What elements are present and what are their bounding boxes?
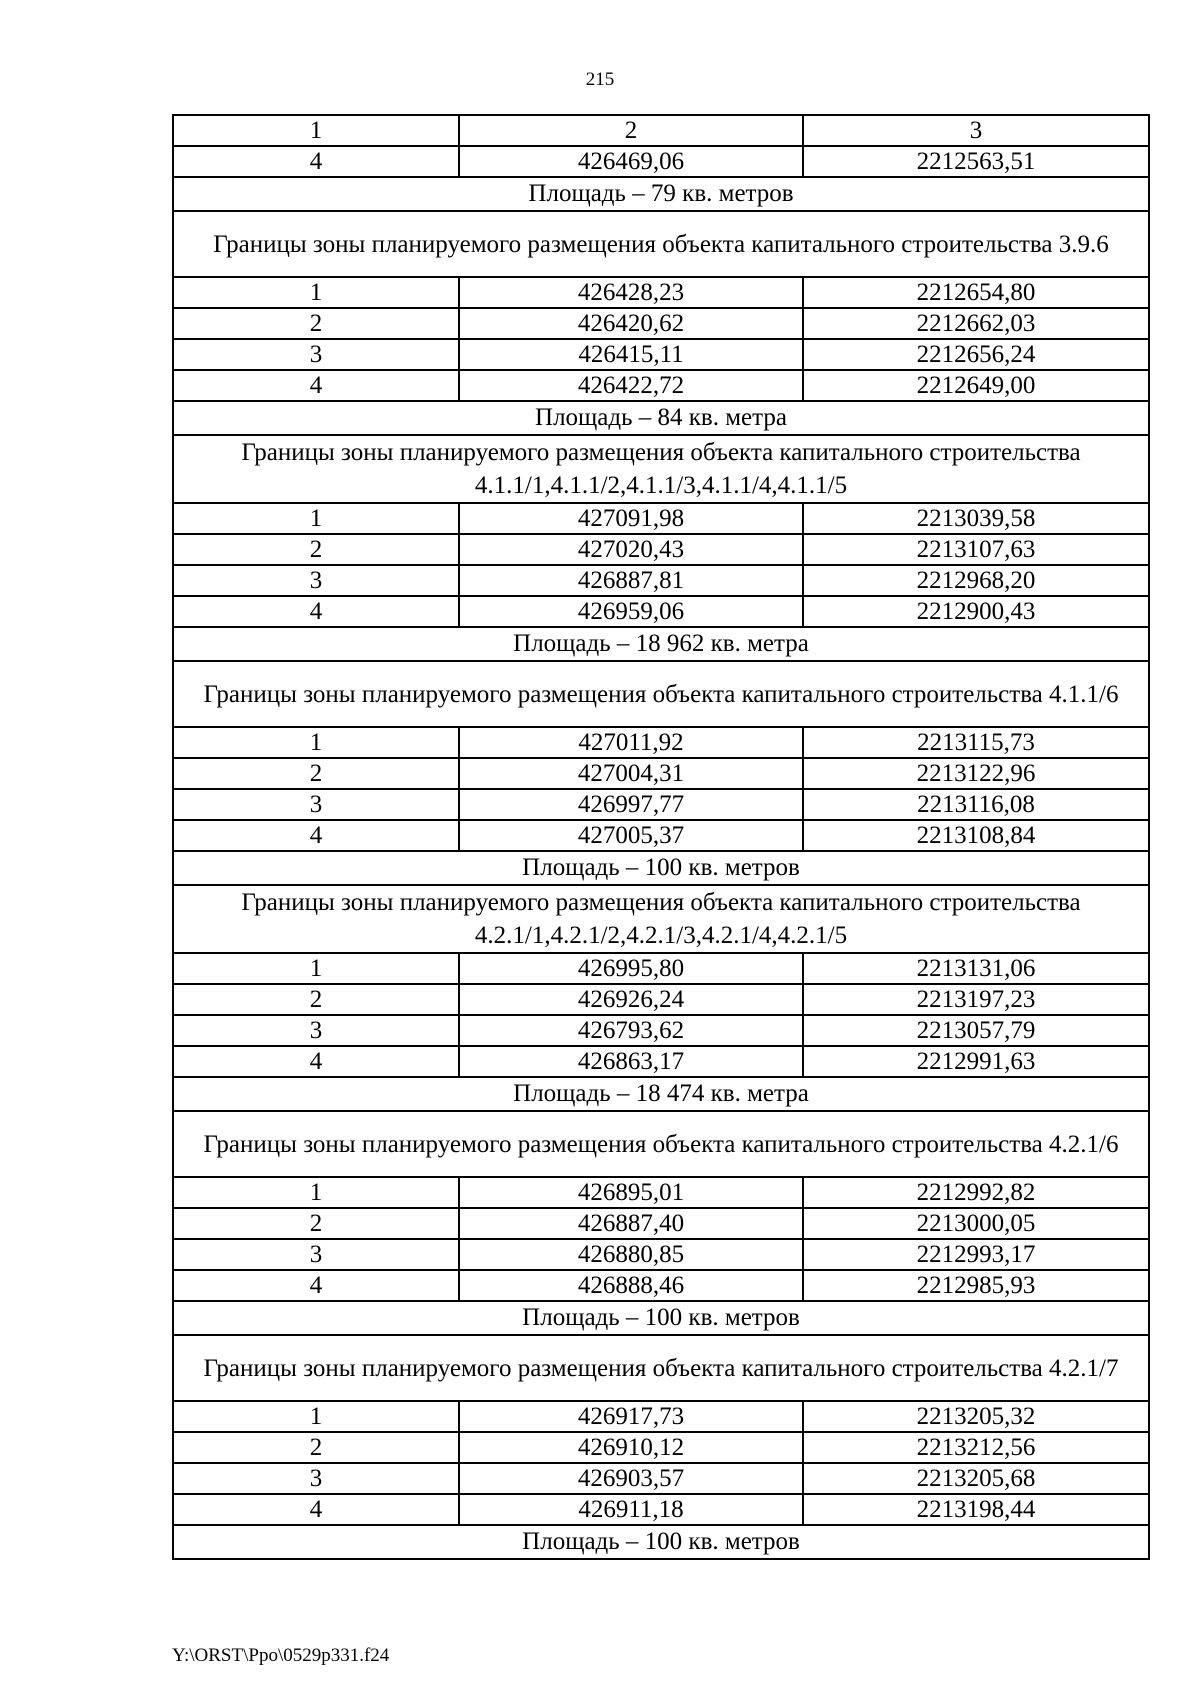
point-number-cell: 1 [173, 953, 459, 984]
point-number-cell: 3 [173, 565, 459, 596]
file-path-footer: Y:\ORST\Ppo\0529p331.f24 [172, 1645, 390, 1666]
y-coordinate-cell: 2212656,24 [803, 339, 1149, 370]
point-number-cell: 2 [173, 984, 459, 1015]
point-number-cell: 2 [173, 1432, 459, 1463]
coordinate-row [173, 1177, 1149, 1208]
point-number-cell: 2 [173, 534, 459, 565]
y-coordinate-cell: 2212654,80 [803, 277, 1149, 308]
y-coordinate-cell: 2213107,63 [803, 534, 1149, 565]
point-number-cell: 3 [173, 1015, 459, 1046]
zone-title-row [173, 211, 1149, 277]
zone-title: Границы зоны планируемого размещения объекта капитального строительства 4.2.1/6 [173, 1111, 1149, 1177]
column-number-cell: 2 [459, 115, 803, 146]
area-row [173, 627, 1149, 661]
y-coordinate-cell: 2213057,79 [803, 1015, 1149, 1046]
coordinate-row [173, 1401, 1149, 1432]
coordinate-row [173, 984, 1149, 1015]
point-number-cell: 4 [173, 146, 459, 177]
y-coordinate-cell: 2213131,06 [803, 953, 1149, 984]
point-number-cell: 2 [173, 758, 459, 789]
coordinate-row [173, 1208, 1149, 1239]
point-number-cell: 3 [173, 1239, 459, 1270]
x-coordinate-cell: 426880,85 [459, 1239, 803, 1270]
x-coordinate-cell: 426887,81 [459, 565, 803, 596]
x-coordinate-cell: 427091,98 [459, 503, 803, 534]
y-coordinate-cell: 2213205,68 [803, 1463, 1149, 1494]
area-text: Площадь – 100 кв. метров [173, 1525, 1149, 1559]
y-coordinate-cell: 2212563,51 [803, 146, 1149, 177]
point-number-cell: 1 [173, 277, 459, 308]
x-coordinate-cell: 426926,24 [459, 984, 803, 1015]
y-coordinate-cell: 2213039,58 [803, 503, 1149, 534]
point-number-cell: 2 [173, 308, 459, 339]
area-text: Площадь – 100 кв. метров [173, 851, 1149, 885]
coordinate-row [173, 1015, 1149, 1046]
x-coordinate-cell: 426917,73 [459, 1401, 803, 1432]
point-number-cell: 2 [173, 1208, 459, 1239]
coordinate-row [173, 1270, 1149, 1301]
point-number-cell: 4 [173, 820, 459, 851]
coordinate-row [173, 503, 1149, 534]
x-coordinate-cell: 426910,12 [459, 1432, 803, 1463]
x-coordinate-cell: 426995,80 [459, 953, 803, 984]
x-coordinate-cell: 427005,37 [459, 820, 803, 851]
y-coordinate-cell: 2212991,63 [803, 1046, 1149, 1077]
zone-title-row [173, 1111, 1149, 1177]
area-text: Площадь – 84 кв. метра [173, 401, 1149, 435]
table-body [173, 146, 1149, 1559]
x-coordinate-cell: 426959,06 [459, 596, 803, 627]
y-coordinate-cell: 2213205,32 [803, 1401, 1149, 1432]
page-number: 215 [585, 69, 615, 90]
coordinate-row [173, 339, 1149, 370]
zone-title-row [173, 435, 1149, 503]
y-coordinate-cell: 2212985,93 [803, 1270, 1149, 1301]
coordinate-row [173, 758, 1149, 789]
zone-title: Границы зоны планируемого размещения объекта капитального строительства 4.2.1/7 [173, 1335, 1149, 1401]
coordinate-row [173, 1432, 1149, 1463]
area-text: Площадь – 18 474 кв. метра [173, 1077, 1149, 1111]
coordinate-row [173, 1239, 1149, 1270]
coordinate-row [173, 1463, 1149, 1494]
y-coordinate-cell: 2213115,73 [803, 727, 1149, 758]
y-coordinate-cell: 2212900,43 [803, 596, 1149, 627]
y-coordinate-cell: 2213108,84 [803, 820, 1149, 851]
area-row [173, 1525, 1149, 1559]
y-coordinate-cell: 2213000,05 [803, 1208, 1149, 1239]
y-coordinate-cell: 2212968,20 [803, 565, 1149, 596]
y-coordinate-cell: 2212662,03 [803, 308, 1149, 339]
point-number-cell: 4 [173, 1270, 459, 1301]
x-coordinate-cell: 426887,40 [459, 1208, 803, 1239]
area-text: Площадь – 100 кв. метров [173, 1301, 1149, 1335]
x-coordinate-cell: 426415,11 [459, 339, 803, 370]
x-coordinate-cell: 426420,62 [459, 308, 803, 339]
coordinate-row [173, 596, 1149, 627]
point-number-cell: 4 [173, 1046, 459, 1077]
coordinate-row [173, 277, 1149, 308]
y-coordinate-cell: 2213198,44 [803, 1494, 1149, 1525]
y-coordinate-cell: 2213116,08 [803, 789, 1149, 820]
y-coordinate-cell: 2213122,96 [803, 758, 1149, 789]
x-coordinate-cell: 427004,31 [459, 758, 803, 789]
point-number-cell: 1 [173, 1177, 459, 1208]
point-number-cell: 3 [173, 339, 459, 370]
x-coordinate-cell: 426469,06 [459, 146, 803, 177]
area-text: Площадь – 79 кв. метров [173, 177, 1149, 211]
coordinate-row [173, 534, 1149, 565]
y-coordinate-cell: 2213212,56 [803, 1432, 1149, 1463]
x-coordinate-cell: 426888,46 [459, 1270, 803, 1301]
area-row [173, 851, 1149, 885]
zone-title-row [173, 661, 1149, 727]
point-number-cell: 4 [173, 596, 459, 627]
coordinate-row [173, 370, 1149, 401]
zone-title: Границы зоны планируемого размещения объекта капитального строительства 4.1.1/1,4.1.1/2,4.1.1/3,4.1.1/4,4.1.1/5 [173, 435, 1149, 503]
area-row [173, 1077, 1149, 1111]
area-row [173, 1301, 1149, 1335]
area-row [173, 177, 1149, 211]
zone-title: Границы зоны планируемого размещения объекта капитального строительства 3.9.6 [173, 211, 1149, 277]
y-coordinate-cell: 2212992,82 [803, 1177, 1149, 1208]
x-coordinate-cell: 426895,01 [459, 1177, 803, 1208]
point-number-cell: 1 [173, 503, 459, 534]
x-coordinate-cell: 426903,57 [459, 1463, 803, 1494]
x-coordinate-cell: 426863,17 [459, 1046, 803, 1077]
point-number-cell: 3 [173, 1463, 459, 1494]
y-coordinate-cell: 2213197,23 [803, 984, 1149, 1015]
point-number-cell: 1 [173, 1401, 459, 1432]
y-coordinate-cell: 2212993,17 [803, 1239, 1149, 1270]
point-number-cell: 4 [173, 1494, 459, 1525]
zone-title-row [173, 1335, 1149, 1401]
coordinate-row [173, 727, 1149, 758]
coordinate-row [173, 1046, 1149, 1077]
column-number-cell: 1 [173, 115, 459, 146]
zone-title: Границы зоны планируемого размещения объекта капитального строительства 4.2.1/1,4.2.1/2,4.2.1/3,4.2.1/4,4.2.1/5 [173, 885, 1149, 953]
coordinate-row [173, 565, 1149, 596]
coordinate-row [173, 789, 1149, 820]
x-coordinate-cell: 426793,62 [459, 1015, 803, 1046]
point-number-cell: 1 [173, 727, 459, 758]
area-text: Площадь – 18 962 кв. метра [173, 627, 1149, 661]
zone-title-row [173, 885, 1149, 953]
coordinate-row [173, 1494, 1149, 1525]
point-number-cell: 4 [173, 370, 459, 401]
zone-title: Границы зоны планируемого размещения объекта капитального строительства 4.1.1/6 [173, 661, 1149, 727]
column-number-cell: 3 [803, 115, 1149, 146]
y-coordinate-cell: 2212649,00 [803, 370, 1149, 401]
coordinates-table [172, 114, 1150, 1560]
coordinate-row [173, 820, 1149, 851]
x-coordinate-cell: 426428,23 [459, 277, 803, 308]
x-coordinate-cell: 427011,92 [459, 727, 803, 758]
column-number-row [173, 115, 1149, 146]
point-number-cell: 3 [173, 789, 459, 820]
coordinate-row [173, 308, 1149, 339]
x-coordinate-cell: 426422,72 [459, 370, 803, 401]
x-coordinate-cell: 427020,43 [459, 534, 803, 565]
x-coordinate-cell: 426911,18 [459, 1494, 803, 1525]
x-coordinate-cell: 426997,77 [459, 789, 803, 820]
area-row [173, 401, 1149, 435]
coordinate-row [173, 953, 1149, 984]
coordinate-row [173, 146, 1149, 177]
